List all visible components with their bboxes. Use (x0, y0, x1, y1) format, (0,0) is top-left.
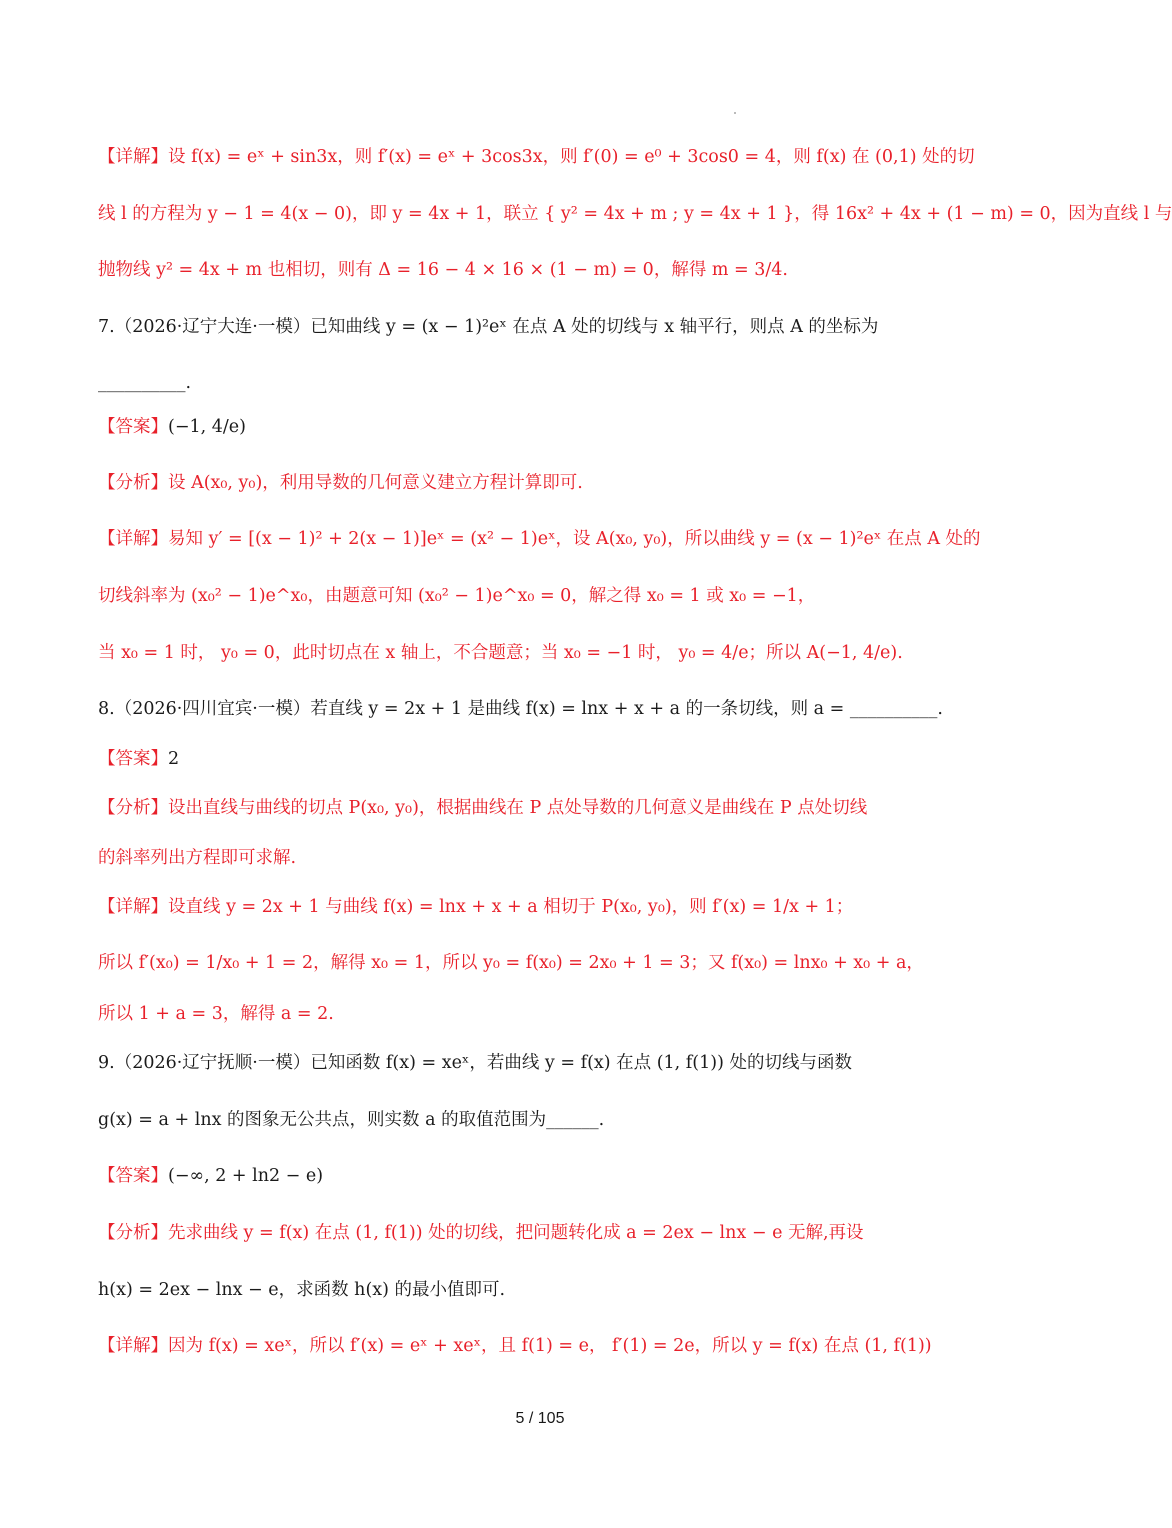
section-tag: 【答案】 (98, 749, 168, 769)
section-text: (−1, 4/e) (168, 417, 246, 437)
section-tag: 【详解】 (98, 147, 168, 167)
section-tag: 【详解】 (98, 897, 168, 917)
q8-answer (98, 742, 984, 776)
q6-solution-line-1 (98, 140, 984, 174)
section-text: (−∞, 2 + ln2 − e) (168, 1166, 324, 1186)
section-text: 2 (168, 749, 180, 769)
q7-answer (98, 410, 984, 444)
section-text: 设出直线与曲线的切点 P(x₀, y₀)，根据曲线在 P 点处导数的几何意义是曲线在 P 点处切线 (168, 798, 868, 818)
section-tag: 【分析】 (98, 1223, 168, 1243)
q8-analysis-line-1 (98, 791, 984, 825)
q7-question-line-1: 7.（2026·辽宁大连·一模）已知曲线 y = (x − 1)²eˣ 在点 A 处的切线与 x 轴平行，则点 A 的坐标为 (98, 317, 879, 337)
q8-solution-line-3: 所以 1 + a = 3，解得 a = 2. (98, 1004, 334, 1024)
q9-analysis-line-2: h(x) = 2ex − lnx − e，求函数 h(x) 的最小值即可. (98, 1280, 506, 1300)
q8-analysis-line-2: 的斜率列出方程即可求解. (98, 848, 297, 868)
q9-solution-line-1 (98, 1329, 984, 1363)
section-tag: 【答案】 (98, 1166, 168, 1186)
q7-analysis (98, 466, 984, 500)
section-text: 设直线 y = 2x + 1 与曲线 f(x) = lnx + x + a 相切于 P(x₀, y₀)，则 f′(x) = 1/x + 1； (168, 897, 854, 917)
q8-solution-line-2: 所以 f′(x₀) = 1/x₀ + 1 = 2，解得 x₀ = 1，所以 y₀ = f(x₀) = 2x₀ + 1 = 3；又 f(x₀) = lnx₀ + x₀ + a， (98, 953, 924, 973)
q9-question-line-2: g(x) = a + lnx 的图象无公共点，则实数 a 的取值范围为______. (98, 1110, 605, 1130)
section-text: 先求曲线 y = f(x) 在点 (1, f(1)) 处的切线，把问题转化成 a = 2ex − lnx − e 无解,再设 (168, 1223, 864, 1243)
q9-answer (98, 1159, 984, 1193)
q8-question: 8.（2026·四川宜宾·一模）若直线 y = 2x + 1 是曲线 f(x) = lnx + x + a 的一条切线，则 a = __________. (98, 699, 943, 719)
section-text: 因为 f(x) = xeˣ，所以 f′(x) = eˣ + xeˣ，且 f(1) = e， f′(1) = 2e，所以 y = f(x) 在点 (1, f(1)) (168, 1336, 932, 1356)
q6-solution-line-3: 抛物线 y² = 4x + m 也相切，则有 Δ = 16 − 4 × 16 × (1 − m) = 0，解得 m = 3/4. (98, 260, 788, 280)
section-tag: 【详解】 (98, 529, 168, 549)
section-tag: 【答案】 (98, 417, 168, 437)
q9-analysis-line-1 (98, 1216, 984, 1250)
q6-solution-line-2: 线 l 的方程为 y − 1 = 4(x − 0)，即 y = 4x + 1，联立 { y² = 4x + m ; y = 4x + 1 }，得 16x² + 4x + (1 − m) = 0，因为直线 l 与 (98, 204, 1172, 224)
section-text: 易知 y′ = [(x − 1)² + 2(x − 1)]eˣ = (x² − 1)eˣ，设 A(x₀, y₀)，所以曲线 y = (x − 1)²eˣ 在点 A 处的 (168, 529, 981, 549)
section-text: 设 A(x₀, y₀)，利用导数的几何意义建立方程计算即可. (168, 473, 583, 493)
q7-solution-line-1 (98, 522, 984, 556)
q7-question-blank: __________. (98, 373, 192, 393)
q8-solution-line-1 (98, 890, 984, 924)
section-text: 设 f(x) = eˣ + sin3x，则 f′(x) = eˣ + 3cos3x，则 f′(0) = e⁰ + 3cos0 = 4，则 f(x) 在 (0,1) 处的切 (168, 147, 975, 167)
q7-solution-line-2: 切线斜率为 (x₀² − 1)e^x₀，由题意可知 (x₀² − 1)e^x₀ = 0，解之得 x₀ = 1 或 x₀ = −1， (98, 586, 816, 606)
page-number: 5 / 105 (515, 1410, 565, 1427)
q9-question-line-1: 9.（2026·辽宁抚顺·一模）已知函数 f(x) = xeˣ，若曲线 y = f(x) 在点 (1, f(1)) 处的切线与函数 (98, 1053, 852, 1073)
section-tag: 【分析】 (98, 798, 168, 818)
section-tag: 【分析】 (98, 473, 168, 493)
section-tag: 【详解】 (98, 1336, 168, 1356)
scan-dot (734, 112, 736, 114)
q7-solution-line-3: 当 x₀ = 1 时， y₀ = 0，此时切点在 x 轴上，不合题意；当 x₀ = −1 时， y₀ = 4/e；所以 A(−1, 4/e). (98, 643, 903, 663)
